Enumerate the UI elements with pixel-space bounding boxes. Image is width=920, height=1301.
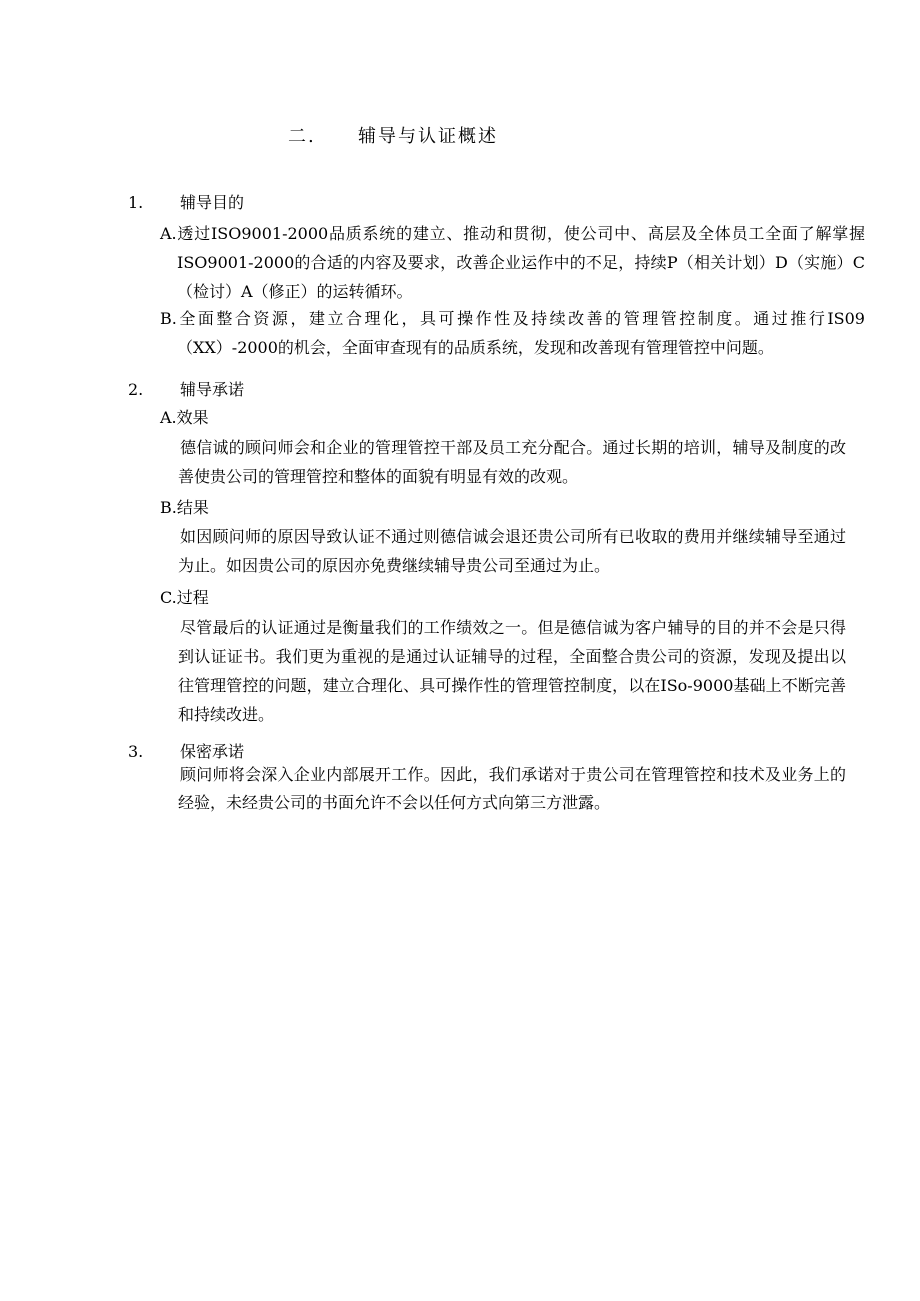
section-2-sub-b-label: B.结果 xyxy=(160,498,209,517)
chapter-title xyxy=(288,122,498,148)
section-2-heading xyxy=(128,377,244,400)
section-1-heading xyxy=(128,190,244,213)
section-1-item-b: B.全面整合资源，建立合理化，具可操作性及持续改善的管理管控制度。通过推行IS09（XX）-2000的机会，全面审查现有的品质系统，发现和改善现有管理管控中问题。 xyxy=(160,309,865,357)
section-3-heading xyxy=(128,739,244,762)
section-3-number: 3. xyxy=(128,742,144,761)
section-2-sub-a-label: A.效果 xyxy=(160,408,209,427)
section-1-item-a: A.透过ISO9001-2000品质系统的建立、推动和贯彻，使公司中、高层及全体员工全面了解掌握ISO9001-2000的合适的内容及要求，改善企业运作中的不足，持续P（相关计划）D（实施）C（检讨）A（修正）的运转循环。 xyxy=(160,224,865,301)
section-3-title: 保密承诺 xyxy=(180,742,245,761)
section-2-sub-c-text: 尽管最后的认证通过是衡量我们的工作绩效之一。但是德信诚为客户辅导的目的并不会是只得到认证证书。我们更为重视的是通过认证辅导的过程，全面整合贵公司的资源，发现及提出以往管理管控的问题，建立合理化、具可操作性的管理管控制度，以在ISo-9000基础上不断完善和持续改进。 xyxy=(178,618,846,724)
section-2-title: 辅导承诺 xyxy=(180,380,245,399)
section-3-text: 顾问师将会深入企业内部展开工作。因此，我们承诺对于贵公司在管理管控和技术及业务上的经验，未经贵公司的书面允许不会以任何方式向第三方泄露。 xyxy=(178,765,846,812)
chapter-title-text: 辅导与认证概述 xyxy=(358,126,498,147)
chapter-number: 二. xyxy=(288,126,316,147)
section-2-sub-b-text: 如因顾问师的原因导致认证不通过则德信诚会退还贵公司所有已收取的费用并继续辅导至通过为止。如因贵公司的原因亦免费继续辅导贵公司至通过为止。 xyxy=(178,527,846,575)
section-2-sub-c-label: C.过程 xyxy=(160,588,209,607)
section-1-title: 辅导目的 xyxy=(180,193,245,212)
section-1-number: 1. xyxy=(128,193,144,212)
section-2-sub-a-text: 德信诚的顾问师会和企业的管理管控干部及员工充分配合。通过长期的培训，辅导及制度的改善使贵公司的管理管控和整体的面貌有明显有效的改观。 xyxy=(178,438,846,486)
section-2-number: 2. xyxy=(128,380,144,399)
